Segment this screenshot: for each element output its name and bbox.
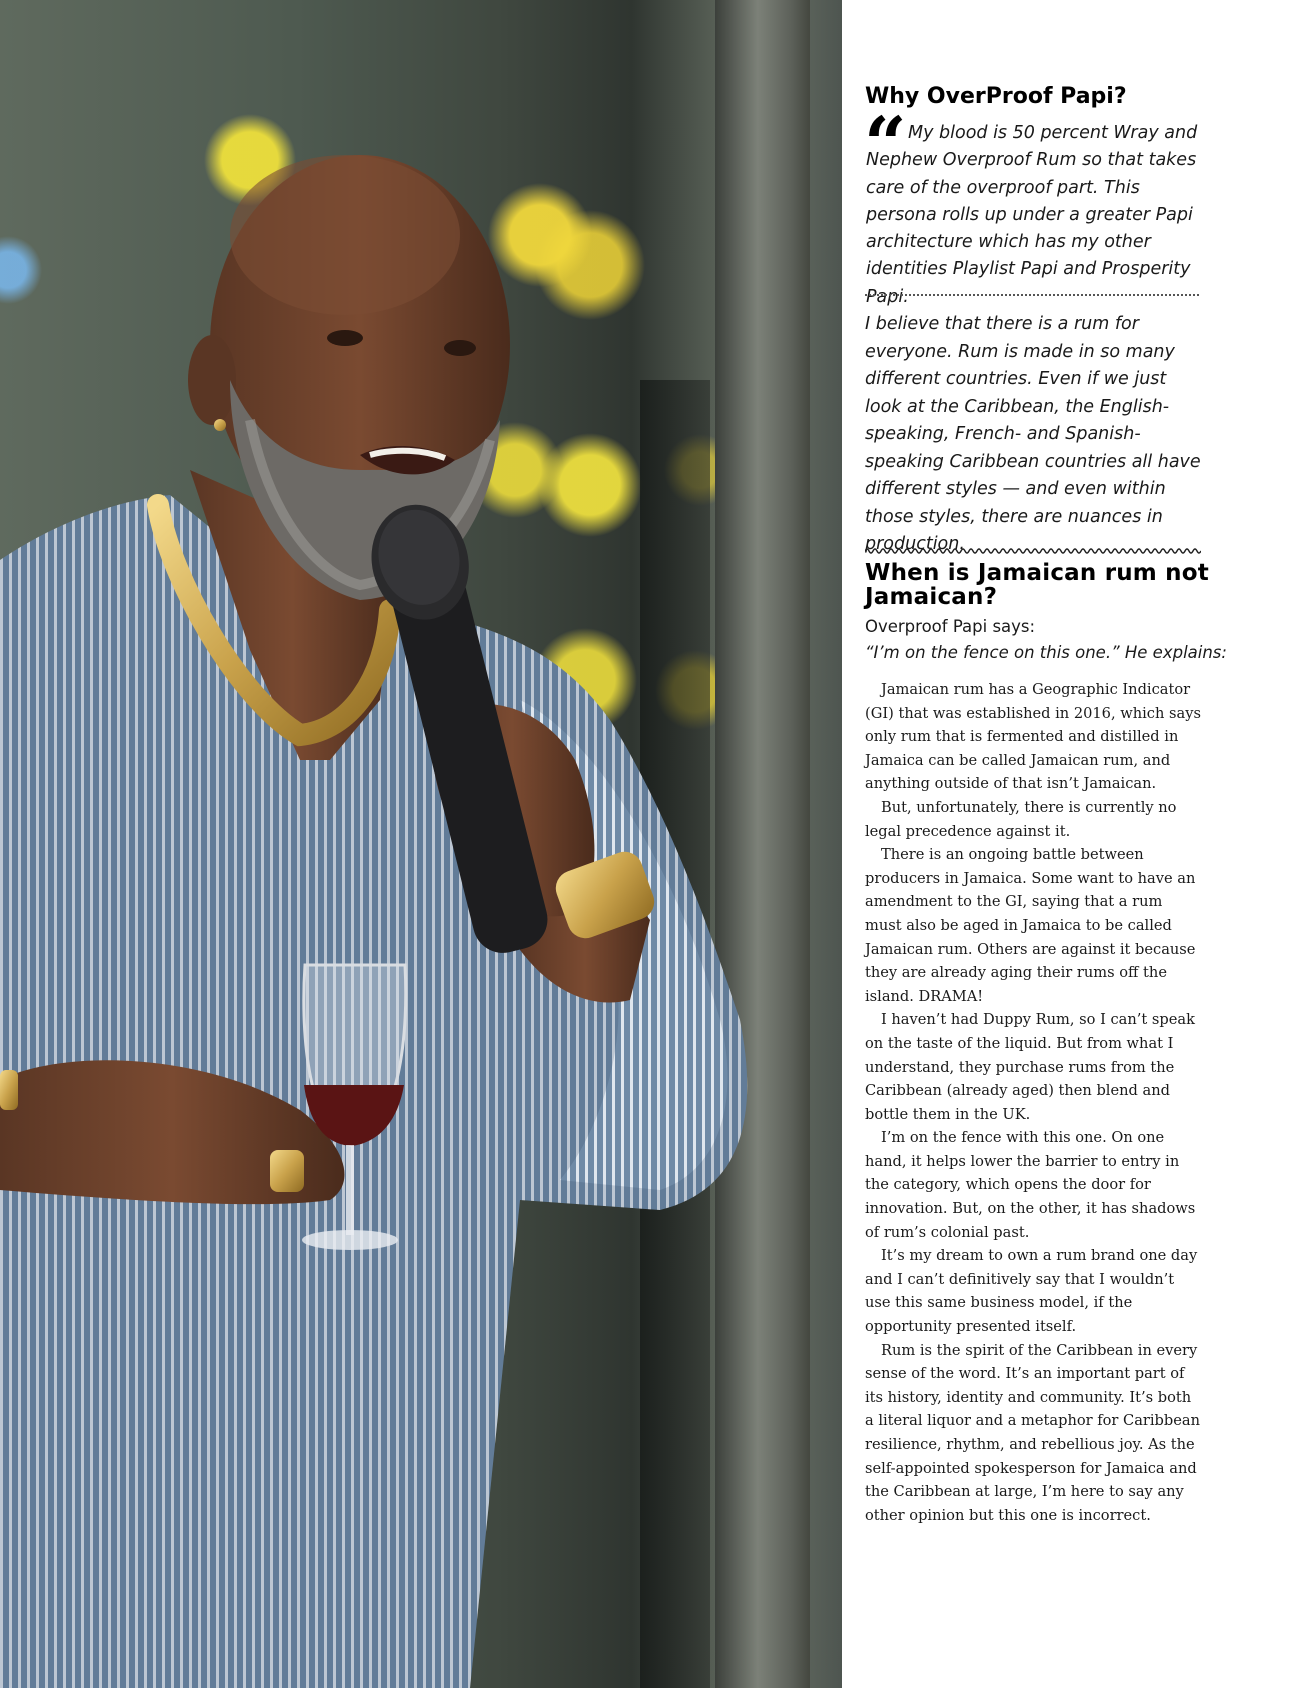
quote-mark-icon: “ [864,102,907,188]
wavy-divider [865,546,1201,556]
body-paragraph: There is an ongoing battle between producers in Jamaica. Some want to have an amendment to the GI, saying that a rum must also be aged in Jamaica to be called Jamaican rum. Others are against it because they are already aging their rums off the island. DRAMA! [865,846,1196,1005]
body-paragraph: I’m on the fence with this one. On one hand, it helps lower the barrier to entry in the category, which opens the door for innovation. But, on the other, it has shadows of rum’s colonial past. [865,1129,1196,1241]
fence-quote-line: “I’m on the fence on this one.” He explains: [865,643,1227,662]
heading-why-overproof-papi: Why OverProof Papi? [865,84,1127,109]
body-paragraph: But, unfortunately, there is currently no legal precedence against it. [865,798,1177,840]
pull-quote: My blood is 50 percent Wray and Nephew Overproof Rum so that takes care of the overproof part. This persona rolls up under a greater Papi architecture which has my other identities Playlist Papi and Prosperity Papi. [866,123,1198,307]
body-paragraph: Jamaican rum has a Geographic Indicator (GI) that was established in 2016, which says only rum that is fermented and distilled in Jamaica can be called Jamaican rum, and anything outside of that isn’t Jamaican. [865,681,1201,793]
body-paragraph: It’s my dream to own a rum brand one day and I can’t definitively say that I wouldn’t use this same business model, if the opportunity presented itself. [865,1247,1198,1336]
body-paragraph: Rum is the spirit of the Caribbean in every sense of the word. It’s an important part of its history, identity and community. It’s both a literal liquor and a metaphor for Caribbean resilience, rhythm, and rebellious joy. As the self-appointed spokesperson for Jamaica and the Caribbean at large, I’m here to say any other opinion but this one is incorrect. [865,1341,1200,1524]
dotted-divider [865,294,1199,296]
body-paragraph: I haven’t had Duppy Rum, so I can’t speak on the taste of the liquid. But from what I understand, they purchase rums from the Caribbean (already aged) then blend and bottle them in the UK. [865,1011,1195,1123]
article-body [865,678,1201,1527]
intro-paragraph: I believe that there is a rum for everyone. Rum is made in so many different countries. Even if we just look at the Caribbean, the English-speaking, French- and Spanish-speaking Caribbean countries all have different styles — and even within those styles, there are nuances in production. [865,314,1201,554]
attribution-line: Overproof Papi says: [865,617,1036,636]
heading-when-is-jamaican-rum: When is Jamaican rum not Jamaican? [865,560,1209,610]
